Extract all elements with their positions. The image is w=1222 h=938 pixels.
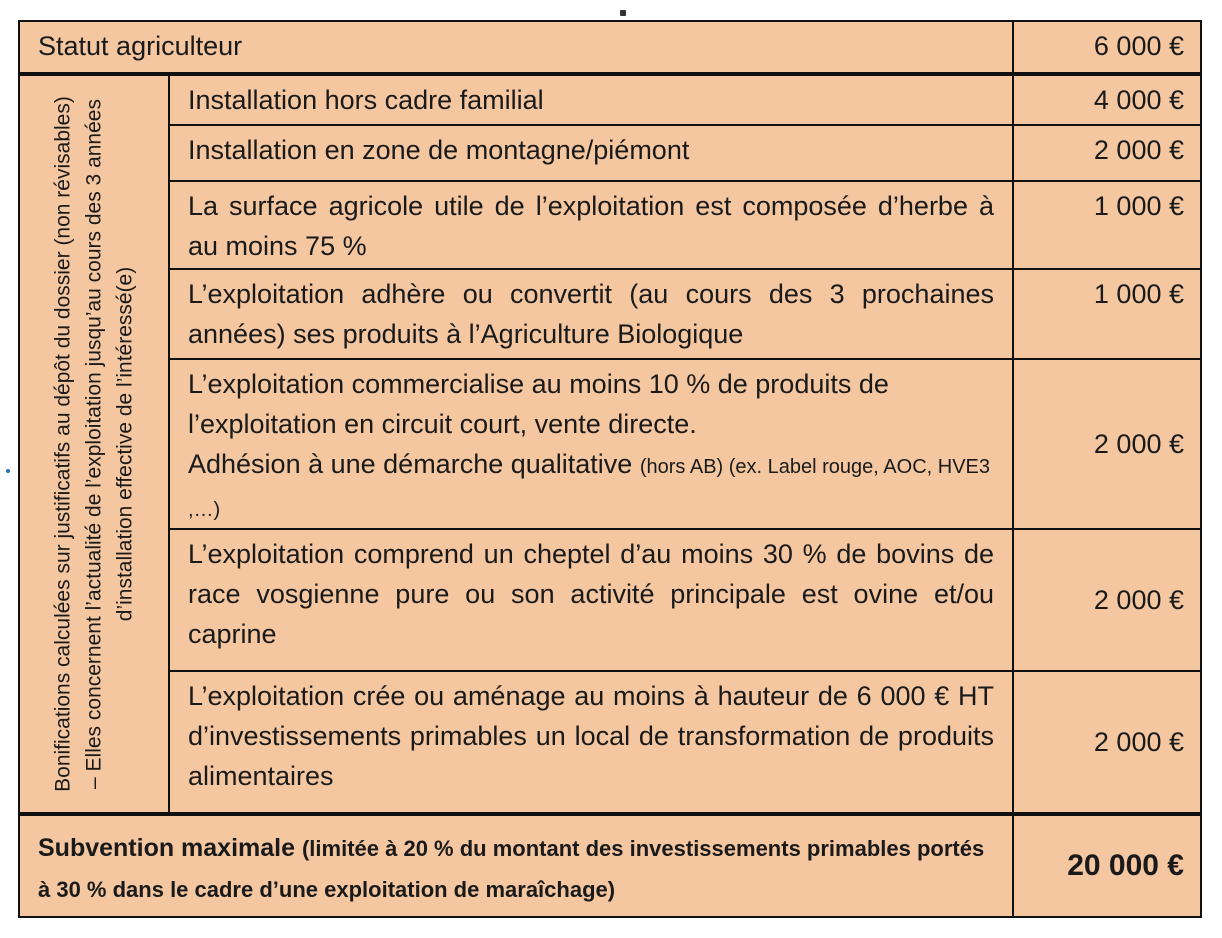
dot-icon [6,469,10,473]
row-label-text: L’exploitation adhère ou convertit (au cours des 3 prochaines années) ses produits à l’Agriculture Biologique [188,279,994,349]
header-amount-cell [1012,20,1202,74]
table-row-amount [1012,180,1202,270]
row-amount-text: 1 000 € [1093,279,1184,309]
row-label-text: L’exploitation crée ou aménage au moins à hauteur de 6 000 € HT d’investissements primables un local de transformation de produits alimentaires [188,681,994,791]
table-row-label [168,670,1014,814]
row-label-text: Installation en zone de montagne/piémont [188,135,690,165]
total-label-title: Subvention maximale [38,834,296,862]
row-label-text: L’exploitation commercialise au moins 10 % de produits de l’exploitation en circuit court, vente directe. [188,369,889,439]
row-amount-text: 2 000 € [1093,135,1184,165]
row-label-qualitative: Adhésion à une démarche qualitative [188,449,633,479]
row-label-text: L’exploitation comprend un cheptel d’au moins 30 % de bovins de race vosgienne pure ou son activité principale est ovine et/ou caprine [188,539,994,649]
row-label-text-2 [188,444,994,530]
table-row-amount [1012,358,1202,530]
table-row-label [168,124,1014,182]
row-label-text: Installation hors cadre familial [188,85,544,115]
side-label: Bonifications calculées sur justificatifs au dépôt du dossier (non révisables) – Elles concernent l’actualité de l’exploitation jusqu’au cours des 3 années d’installation effective de l’intéressé(e) [51,96,137,792]
row-amount-text: 2 000 € [1093,585,1184,615]
row-amount-text: 2 000 € [1093,727,1184,757]
total-label-cell [18,812,1014,918]
header-amount: 6 000 € [1093,31,1184,61]
table-row-label [168,72,1014,126]
header-label-cell [18,20,1014,74]
row-amount-text: 4 000 € [1093,85,1184,115]
header-label: Statut agriculteur [38,31,243,61]
table-row-amount [1012,268,1202,360]
table-row-amount [1012,528,1202,672]
table-row-label [168,268,1014,360]
table-row-label [168,180,1014,270]
row-label-qualitative-note: (hors AB) (ex. Label rouge, AOC, HVE3 ,…) [188,456,990,521]
table-row-amount [1012,72,1202,126]
total-amount-cell [1012,812,1202,918]
row-label-text: La surface agricole utile de l’exploitation est composée d’herbe à au moins 75 % [188,191,994,261]
side-label-cell [18,72,170,814]
table-row-amount [1012,124,1202,182]
mark-icon [620,10,626,16]
table-row-amount [1012,670,1202,814]
table-row-label [168,528,1014,672]
total-amount: 20 000 € [1067,849,1184,882]
row-amount-text: 2 000 € [1093,429,1184,459]
table-row-label [168,358,1014,530]
row-amount-text: 1 000 € [1093,191,1184,221]
total-label-note: (limitée à 20 % du montant des investissements primables portés à 30 % dans le cadre d’une exploitation de maraîchage) [38,836,985,902]
